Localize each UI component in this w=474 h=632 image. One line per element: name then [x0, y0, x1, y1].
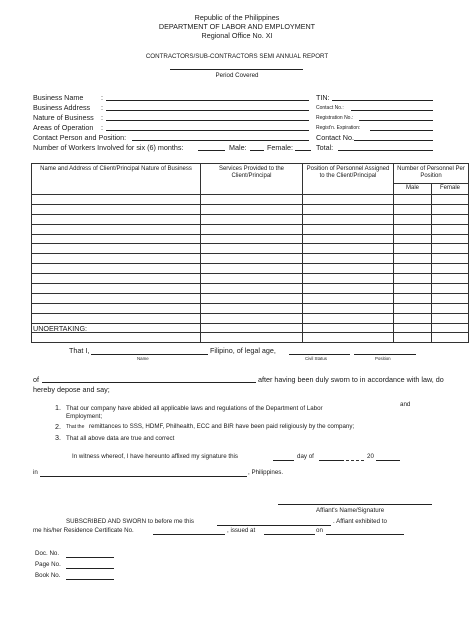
- contact-person-label: Contact Person and Position:: [33, 133, 127, 142]
- table-cell[interactable]: [303, 264, 394, 274]
- colon: :: [101, 123, 103, 132]
- issued-on-field[interactable]: [326, 534, 404, 535]
- witness-month-field[interactable]: [319, 460, 344, 461]
- table-cell[interactable]: [303, 323, 394, 333]
- contact-person-field[interactable]: [132, 140, 309, 141]
- table-cell[interactable]: [394, 234, 432, 244]
- areas-of-operation-label: Areas of Operation: [33, 123, 94, 132]
- table-cell[interactable]: [432, 204, 469, 214]
- period-covered-label: Period Covered: [215, 72, 259, 79]
- residence-certificate-field[interactable]: [153, 534, 225, 535]
- table-cell[interactable]: [32, 254, 201, 264]
- table-cell[interactable]: [394, 333, 432, 343]
- tin-label: TIN:: [316, 93, 330, 102]
- affiant-caption: Affiant's Name/Signature: [316, 507, 385, 514]
- table-row: [32, 204, 469, 214]
- item2-number: 2.: [55, 422, 61, 431]
- table-cell[interactable]: [394, 224, 432, 234]
- table-cell[interactable]: [201, 293, 303, 303]
- female-field[interactable]: [295, 150, 311, 151]
- table-cell[interactable]: [303, 333, 394, 343]
- table-cell[interactable]: [394, 204, 432, 214]
- header-number-of-personnel: Number of Personnel Per Position: [394, 164, 469, 184]
- registration-no-label: Registration No.:: [316, 115, 354, 121]
- day-of-label: day of: [297, 453, 314, 460]
- undertaking-heading: UNOERTAKING:: [33, 324, 88, 333]
- table-cell[interactable]: [432, 214, 469, 224]
- table-row: [32, 224, 469, 234]
- table-cell[interactable]: [303, 244, 394, 254]
- header-services: Services Provided to the Client/Principal: [201, 164, 303, 195]
- table-cell[interactable]: [432, 284, 469, 294]
- table-cell[interactable]: [201, 234, 303, 244]
- item1-number: 1.: [55, 403, 61, 412]
- table-row: [32, 284, 469, 294]
- table-row: [32, 313, 469, 323]
- book-no-label: Book No.: [35, 572, 61, 579]
- table-cell[interactable]: [394, 264, 432, 274]
- table-cell[interactable]: [394, 313, 432, 323]
- table-cell[interactable]: [32, 214, 201, 224]
- table-cell[interactable]: [432, 244, 469, 254]
- table-cell[interactable]: [394, 254, 432, 264]
- business-address-field[interactable]: [106, 110, 309, 111]
- table-cell[interactable]: [201, 204, 303, 214]
- table-row: [32, 214, 469, 224]
- table-cell[interactable]: [201, 274, 303, 284]
- contact-no-2-field[interactable]: [354, 140, 433, 141]
- table-cell[interactable]: [394, 293, 432, 303]
- table-cell[interactable]: [32, 284, 201, 294]
- business-address-label: Business Address: [33, 103, 91, 112]
- table-cell[interactable]: [201, 264, 303, 274]
- header-position: Position of Personnel Assigned to the Client/Principal: [303, 164, 394, 195]
- table-row: [32, 195, 469, 205]
- table-row: [32, 234, 469, 244]
- male-label: Male:: [229, 143, 247, 152]
- filipino-label: Filipino, of legal age,: [210, 346, 276, 355]
- table-cell[interactable]: [303, 234, 394, 244]
- table-cell[interactable]: [303, 303, 394, 313]
- subscribed-date-field[interactable]: [217, 525, 331, 526]
- table-cell[interactable]: [303, 284, 394, 294]
- table-cell[interactable]: [432, 234, 469, 244]
- colon: :: [101, 113, 103, 122]
- issued-at-label: , issued at: [227, 527, 256, 534]
- workers-field[interactable]: [198, 150, 225, 151]
- table-cell[interactable]: [432, 254, 469, 264]
- table-cell[interactable]: [432, 274, 469, 284]
- registn-expiration-label: Regist'n. Expiration:: [316, 125, 361, 131]
- total-label: Total:: [316, 143, 334, 152]
- contact-no-2-label: Contact No.: [316, 133, 354, 142]
- subscribed-text: SUBSCRIBED AND SWORN to before me this: [66, 518, 194, 525]
- table-cell[interactable]: [32, 303, 201, 313]
- table-cell[interactable]: [394, 274, 432, 284]
- table-row: [32, 303, 469, 313]
- table-cell[interactable]: [201, 214, 303, 224]
- table-cell[interactable]: [394, 284, 432, 294]
- table-cell[interactable]: [303, 293, 394, 303]
- table-cell[interactable]: [32, 204, 201, 214]
- table-cell[interactable]: [303, 204, 394, 214]
- philippines-label: , Philippines.: [248, 469, 284, 476]
- registn-expiration-field[interactable]: [370, 130, 433, 131]
- page-no-field[interactable]: [66, 568, 114, 569]
- tin-field[interactable]: [332, 100, 433, 101]
- item1-and: and: [400, 401, 411, 408]
- sworn-text: after having been duly sworn to in accordance with law, do: [258, 375, 444, 384]
- nature-of-business-field[interactable]: [106, 120, 309, 121]
- table-row: [32, 274, 469, 284]
- table-cell[interactable]: [303, 274, 394, 284]
- table-cell[interactable]: [432, 333, 469, 343]
- table-cell[interactable]: [32, 264, 201, 274]
- residence-text: me his/her Residence Certificate No.: [33, 527, 134, 534]
- table-cell[interactable]: [303, 254, 394, 264]
- table-cell[interactable]: [201, 195, 303, 205]
- header-department: DEPARTMENT OF LABOR AND EMPLOYMENT: [158, 22, 316, 31]
- table-row: [32, 323, 469, 333]
- item1-text-cont: Employment;: [66, 413, 103, 420]
- table-cell[interactable]: [432, 195, 469, 205]
- item3-number: 3.: [55, 433, 61, 442]
- table-cell[interactable]: [432, 303, 469, 313]
- item3-text: That all above data are true and correct: [66, 435, 175, 442]
- table-cell[interactable]: [32, 274, 201, 284]
- item2-text-cont: remittances to SSS, HDMF, Philhealth, ECC and BIR have been paid religiously by the company;: [89, 423, 355, 430]
- table-cell[interactable]: [201, 333, 303, 343]
- company-field[interactable]: [42, 382, 256, 383]
- civil-status-field[interactable]: [289, 354, 350, 355]
- affiant-signature-line[interactable]: [278, 504, 432, 505]
- colon: :: [101, 103, 103, 112]
- header-client: Name and Address of Client/Principal Nature of Business: [32, 164, 201, 195]
- issued-at-field[interactable]: [264, 534, 315, 535]
- depose-text: hereby depose and say;: [33, 385, 110, 394]
- affiant-name-field[interactable]: [91, 354, 208, 355]
- period-line: [170, 69, 303, 70]
- business-name-label: Business Name: [33, 93, 84, 102]
- table-cell[interactable]: [432, 224, 469, 234]
- table-cell[interactable]: [201, 224, 303, 234]
- table-cell[interactable]: [303, 224, 394, 234]
- workers-label: Number of Workers Involved for six (6) months:: [33, 143, 184, 152]
- table-row: [32, 254, 469, 264]
- table-cell[interactable]: [303, 214, 394, 224]
- witness-day-field[interactable]: [273, 460, 294, 461]
- table-cell[interactable]: [303, 195, 394, 205]
- header-male: Male: [394, 183, 432, 194]
- business-name-field[interactable]: [106, 100, 309, 101]
- total-field[interactable]: [338, 150, 433, 151]
- table-cell[interactable]: [201, 313, 303, 323]
- nature-of-business-label: Nature of Business: [33, 113, 94, 122]
- table-row: [32, 244, 469, 254]
- table-cell[interactable]: [201, 254, 303, 264]
- table-cell[interactable]: [32, 224, 201, 234]
- table-row: [32, 264, 469, 274]
- position-caption: Position: [375, 356, 391, 361]
- item1-text: That our company have abided all applicable laws and regulations of the Department of Labor: [66, 405, 323, 412]
- table-row: [32, 293, 469, 303]
- personnel-table: [31, 163, 469, 343]
- contact-no-label: Contact No.:: [316, 105, 344, 111]
- witness-year-field[interactable]: [376, 460, 400, 461]
- table-cell[interactable]: [394, 244, 432, 254]
- book-no-field[interactable]: [66, 579, 114, 580]
- table-cell[interactable]: [32, 244, 201, 254]
- table-cell[interactable]: [201, 284, 303, 294]
- name-caption: Name: [137, 356, 149, 361]
- report-title: CONTRACTORS/SUB-CONTRACTORS SEMI ANNUAL REPORT: [145, 53, 329, 60]
- table-cell[interactable]: [32, 293, 201, 303]
- witness-month-field-cont[interactable]: [346, 460, 364, 461]
- that-i-label: That I,: [69, 346, 90, 355]
- year-label: 20: [367, 453, 374, 460]
- of-label: of: [33, 375, 39, 384]
- table-cell[interactable]: [432, 313, 469, 323]
- in-label: in: [33, 469, 38, 476]
- position-field[interactable]: [354, 354, 416, 355]
- doc-no-label: Doc. No.: [35, 550, 60, 557]
- female-label: Female:: [267, 143, 293, 152]
- table-cell[interactable]: [394, 323, 432, 333]
- table-cell[interactable]: [432, 293, 469, 303]
- table-cell[interactable]: [201, 323, 303, 333]
- affiant-exhibited-text: . Affiant exhibited to: [333, 518, 387, 525]
- colon: :: [101, 93, 103, 102]
- table-cell[interactable]: [32, 313, 201, 323]
- male-field[interactable]: [250, 150, 264, 151]
- table-cell[interactable]: [394, 195, 432, 205]
- table-cell[interactable]: [432, 323, 469, 333]
- witness-text: In witness whereof, I have hereunto affixed my signature this: [72, 453, 239, 460]
- table-cell[interactable]: [432, 264, 469, 274]
- table-cell[interactable]: [201, 244, 303, 254]
- header-female: Female: [432, 183, 469, 194]
- page-no-label: Page No.: [35, 561, 61, 568]
- registration-no-field[interactable]: [359, 120, 433, 121]
- table-cell[interactable]: [303, 313, 394, 323]
- table-cell[interactable]: [32, 234, 201, 244]
- header-region: Regional Office No. XI: [201, 31, 273, 40]
- table-cell[interactable]: [201, 303, 303, 313]
- on-label: on: [316, 527, 323, 534]
- table-cell[interactable]: [394, 303, 432, 313]
- witness-place-field[interactable]: [40, 476, 247, 477]
- header-republic: Republic of the Philippines: [194, 13, 280, 22]
- table-cell[interactable]: [32, 333, 201, 343]
- item2-text: That the: [66, 424, 85, 430]
- table-cell[interactable]: [394, 214, 432, 224]
- contact-no-field[interactable]: [351, 110, 433, 111]
- civil-status-caption: Civil Status: [305, 356, 327, 361]
- areas-of-operation-field[interactable]: [106, 130, 309, 131]
- table-row: [32, 333, 469, 343]
- doc-no-field[interactable]: [66, 557, 114, 558]
- table-cell[interactable]: [32, 195, 201, 205]
